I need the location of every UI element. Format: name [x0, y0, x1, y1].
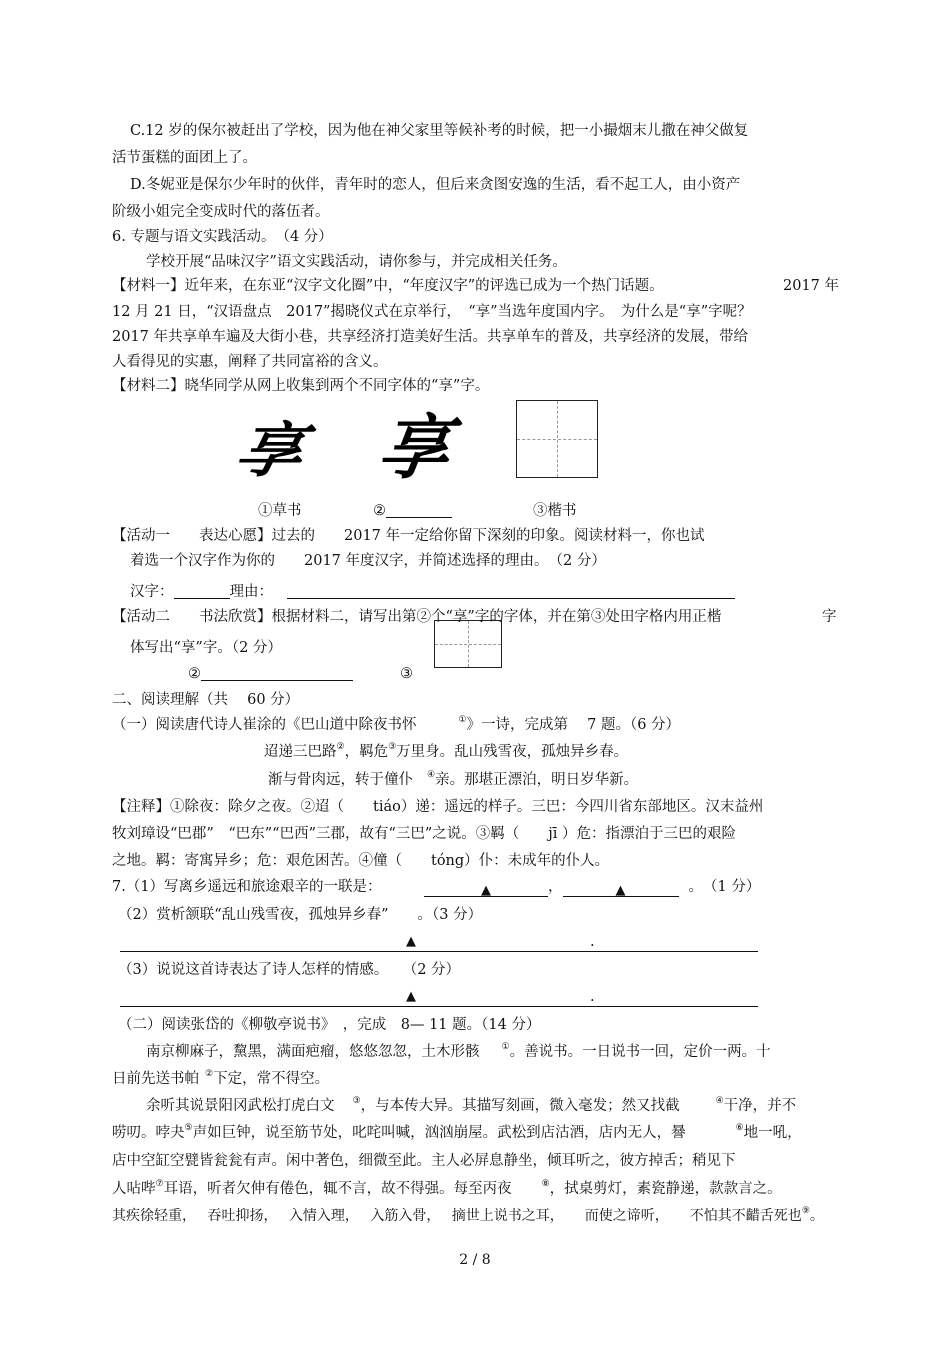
poem-line-1: 迢递三巴路②，羁危③万里身。乱山残雪夜，孤烛异乡春。 — [264, 742, 629, 760]
material-2-line: 【材料二】晓华同学从网上收集到两个不同字体的“享”字。 — [112, 378, 490, 394]
answer-marker-7-2: ▲ — [406, 934, 416, 949]
answer-line-7-2[interactable] — [120, 951, 758, 952]
answer-dot-7-3: . — [590, 989, 595, 1005]
answer-marker-7-3: ▲ — [406, 989, 416, 1004]
activity-2-answer-2: ② — [188, 664, 353, 684]
activity-2-line1: 【活动二 书法欣赏】根据材料二，请写出第②个“享”字的字体，并在第③处田字格内用正楷 — [112, 609, 722, 625]
material-1-line1: 【材料一】近年来，在东亚“汉字文化圈”中，“年度汉字”的评选已成为一个热门话题。 — [112, 278, 664, 294]
poem-intro: （一）阅读唐代诗人崔涂的《巴山道中除夜书怀 ①》一诗，完成第 7 题。（6 分） — [112, 715, 681, 733]
activity-2-answer-3: ③ — [400, 666, 413, 682]
material-1-line2: 12 月 21 日，“汉语盘点 2017”揭晓仪式在京举行， “享”当选年度国内字。 为什么是“享”字呢？ — [112, 304, 752, 320]
passage-line2: 日前先送书帕 ②下定，常不得空。 — [112, 1069, 330, 1087]
running-xiang-sample: 享 — [373, 406, 456, 489]
page-number: 2 / 8 — [459, 1252, 491, 1268]
font-answer-blank[interactable] — [201, 664, 353, 681]
question-7-2: （2）赏析颔联“乱山残雪夜，孤烛异乡春” 。（3 分） — [118, 907, 483, 923]
material-1-line1-right: 2017 年 — [783, 278, 840, 294]
question-7-1: 7.（1）写离乡遥远和旅途艰辛的一联是： — [112, 879, 382, 895]
option-d-line1: D.冬妮亚是保尔少年时的伙伴，青年时的恋人，但后来贪图安逸的生活，看不起工人，由小资产 — [130, 177, 741, 193]
passage-line5: 店中空缸空甓皆瓮瓮有声。闲中著色，细微至此。主人必屏息静坐，倾耳听之，彼方掉舌；稍见下 — [112, 1153, 736, 1169]
caption-2: ② — [373, 501, 452, 521]
material-1-line4: 人看得见的实惠，阐释了共同富裕的含义。 — [112, 354, 388, 370]
activity-2-line2: 体写出“享”字。（2 分） — [130, 640, 282, 656]
answer-line-7-3[interactable] — [120, 1006, 758, 1007]
passage-line6: 人呫哔⑦耳语，听者欠伸有倦色，辄不言，故不得强。每至丙夜 ⑧，拭桌剪灯，素瓷静递，款款言之。 — [112, 1179, 782, 1197]
note-line1: 【注释】①除夜：除夕之夜。②迢（ tiáo）递：遥远的样子。三巴：今四川省东部地区。汉末益州 — [112, 799, 764, 815]
answer-dot-7-2: . — [590, 934, 595, 950]
passage-line1: 南京柳麻子，黧黑，满面疤瘤，悠悠忽忽，土木形骸 ①。善说书。一日说书一回，定价一两。十 — [146, 1042, 771, 1060]
hanzi-answer-blank[interactable] — [174, 582, 230, 599]
activity-intro: 学校开展“品味汉字”语文实践活动，请你参与，并完成相关任务。 — [146, 254, 567, 270]
passage-line4: 唠叨。哱夬⑤声如巨钟，说至筋节处，叱咤叫喊，汹汹崩屋。武松到店沽酒，店内无人，謈 ⑥地一吼， — [112, 1123, 802, 1141]
cursive-xiang-sample: 享 — [229, 415, 307, 486]
couplet-blank-2[interactable]: ▲ — [563, 880, 679, 897]
question-6-title: 6. 专题与语文实践活动。 （4 分） — [112, 229, 333, 245]
material-1-line3: 2017 年共享单车遍及大街小巷，共享经济打造美好生活。共享单车的普及，共享经济的发展，带给 — [112, 329, 749, 345]
caption-cursive: ①草书 — [258, 503, 302, 519]
note-line3: 之地。羁：寄寓异乡；危：艰危困苦。④僮（ tóng）仆：未成年的仆人。 — [112, 853, 610, 869]
option-c-line1: C.12 岁的保尔被赶出了学校，因为他在神父家里等候补考的时候，把一小撮烟末儿撒在神父做复 — [130, 123, 749, 139]
passage-line3: 余听其说景阳冈武松打虎白文 ③，与本传大异。其描写刻画，微入毫发；然又找截 ④干净，并不 — [146, 1096, 797, 1114]
activity-2-line1-right: 字 — [822, 609, 837, 625]
tianzige-grid-sample — [516, 400, 598, 478]
poem-line-2: 渐与骨肉远，转于僮仆 ④亲。那堪正漂泊，明日岁华新。 — [268, 770, 639, 788]
question-7-1-blanks: ▲ ， ▲ 。 （1 分） — [424, 877, 760, 897]
activity-1-line1: 【活动一 表达心愿】过去的 2017 年一定给你留下深刻的印象。阅读材料一，你也试 — [112, 528, 705, 544]
passage-line7: 其疾徐轻重， 吞吐抑扬， 入情入理， 入筋入骨， 摘世上说书之耳， 而使之谛听， 不怕其不齰舌死也⑨。 — [112, 1206, 824, 1224]
activity-1-answer-row: 汉字： 理由： — [130, 582, 735, 602]
reading-2-intro: （二）阅读张岱的《柳敬亭说书》 ，完成 8— 11 题。（14 分） — [118, 1017, 541, 1033]
couplet-blank-1[interactable]: ▲ — [424, 880, 548, 897]
option-c-line2: 活节蛋糕的面团上了。 — [112, 150, 257, 166]
question-7-3: （3）说说这首诗表达了诗人怎样的情感。 （2 分） — [118, 962, 461, 978]
activity-1-line2: 着选一个汉字作为你的 2017 年度汉字，并简述选择的理由。 （2 分） — [130, 553, 606, 569]
reason-answer-blank[interactable] — [287, 582, 735, 599]
note-line2: 牧刘璋设“巴郡” “巴东”“巴西”三郡，故有“三巴”之说。③羁（ jī ）危：指漂泊于三巴的艰险 — [112, 826, 737, 842]
section-2-title: 二、阅读理解（共 60 分） — [112, 692, 300, 708]
option-d-line2: 阶级小姐完全变成时代的落伍者。 — [112, 204, 330, 220]
tianzige-grid-answer[interactable] — [434, 620, 502, 668]
caption-regular: ③楷书 — [533, 503, 577, 519]
